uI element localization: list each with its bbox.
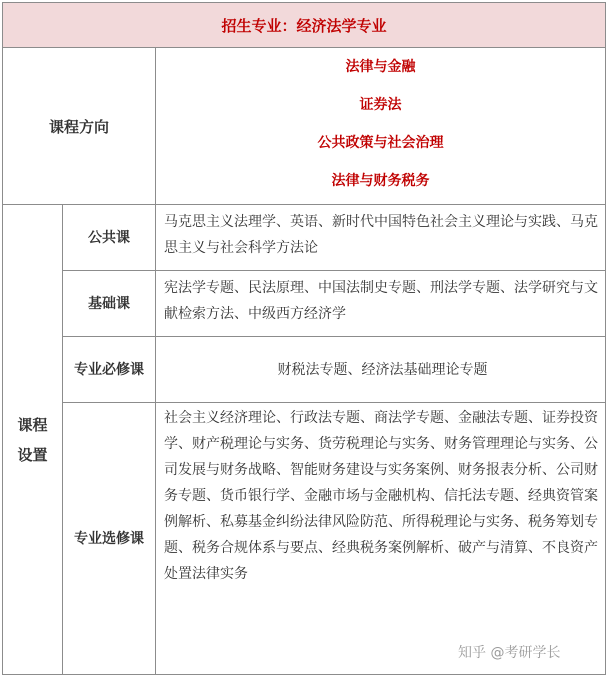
watermark: 知乎 @考研学长	[458, 645, 561, 661]
curriculum-label-line1: 课程	[17, 415, 48, 434]
program-table	[2, 2, 606, 675]
courses-required: 财税法专题、经济法基础理论专题	[156, 337, 605, 403]
category-required: 专业必修课	[63, 337, 156, 403]
curriculum-label	[3, 205, 63, 674]
category-foundation: 基础课	[63, 271, 156, 337]
courses-elective: 社会主义经济理论、行政法专题、商法学专题、金融法专题、证券投资学、财产税理论与实务、货劳税理论与实务、财务管理理论与实务、公司发展与财务战略、智能财务建设与实务案例、财务报表分析、公司财务专题、货币银行学、金融市场与金融机构、信托法专题、经典资管案例解析、私募基金纠纷法律风险防范、所得税理论与实务、税务筹划专题、税务合规体系与要点、经典税务案例解析、破产与清算、不良资产处置法律实务	[164, 410, 598, 582]
program-title: 招生专业：经济法学专业	[3, 3, 605, 48]
directions-label: 课程方向	[3, 48, 156, 205]
direction-item: 法律与金融	[345, 59, 416, 75]
direction-item: 法律与财务税务	[331, 173, 430, 189]
directions-list	[156, 48, 605, 205]
category-elective: 专业选修课	[63, 403, 156, 674]
direction-item: 证券法	[359, 97, 402, 113]
category-public: 公共课	[63, 205, 156, 271]
courses-foundation: 宪法学专题、民法原理、中国法制史专题、刑法学专题、法学研究与文献检索方法、中级西方经济学	[156, 271, 605, 337]
curriculum-label-line2: 设置	[17, 445, 48, 464]
direction-item: 公共政策与社会治理	[317, 135, 444, 151]
courses-public: 马克思主义法理学、英语、新时代中国特色社会主义理论与实践、马克思主义与社会科学方法论	[156, 205, 605, 271]
